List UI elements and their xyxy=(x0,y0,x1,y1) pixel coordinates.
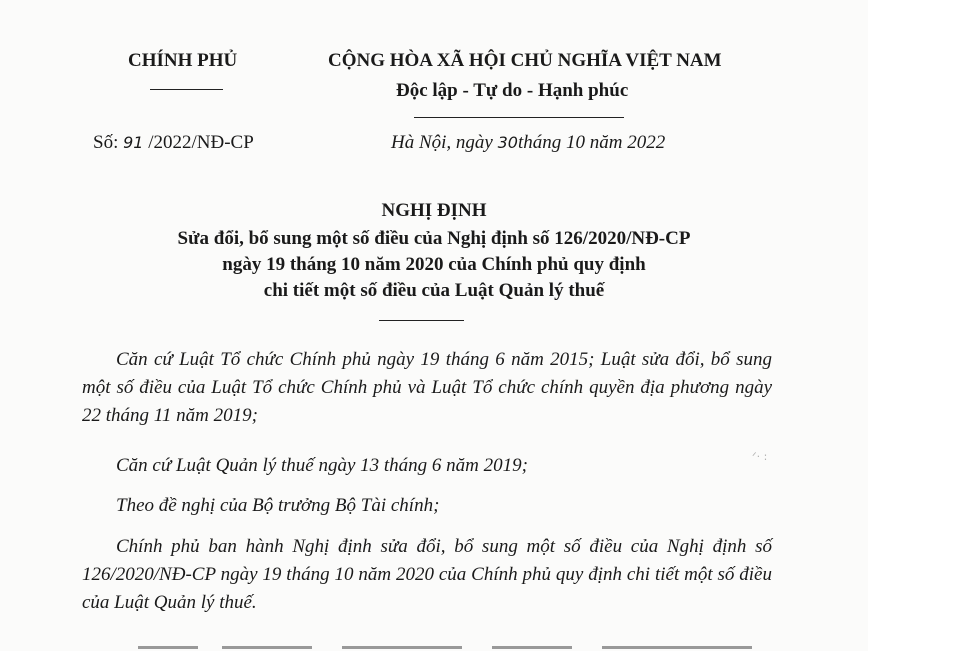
doc-number-handwritten: 91 xyxy=(123,133,144,152)
motto-underline xyxy=(414,117,624,118)
place-and-date xyxy=(391,132,665,154)
body-paragraph xyxy=(82,533,772,617)
cut-off-next-line xyxy=(82,640,772,651)
paragraph-text: Căn cứ Luật Quản lý thuế ngày 13 tháng 6 năm 2019; xyxy=(116,455,528,476)
national-motto: Độc lập - Tự do - Hạnh phúc xyxy=(396,80,629,101)
title-underline xyxy=(379,320,464,321)
place-date-day-handwritten: 30 xyxy=(497,133,518,152)
paragraph-text: Theo đề nghị của Bộ trưởng Bộ Tài chính; xyxy=(116,495,440,516)
place-date-prefix: Hà Nội, ngày xyxy=(391,132,498,153)
document-type-title: NGHỊ ĐỊNH xyxy=(381,200,487,221)
place-date-suffix: tháng 10 năm 2022 xyxy=(517,132,666,153)
subtitle-line: chi tiết một số điều của Luật Quản lý thuế xyxy=(263,280,605,301)
doc-number-suffix: /2022/NĐ-CP xyxy=(143,132,254,153)
national-title: CỘNG HÒA XÃ HỘI CHỦ NGHĨA VIỆT NAM xyxy=(328,50,722,71)
page-right-margin xyxy=(868,0,962,651)
subtitle-line: Sửa đổi, bổ sung một số điều của Nghị định số 126/2020/NĐ-CP xyxy=(177,228,691,249)
body-paragraph xyxy=(82,452,772,480)
body-paragraph xyxy=(82,492,772,520)
subtitle-line: ngày 19 tháng 10 năm 2020 của Chính phủ quy định xyxy=(222,254,646,275)
doc-number-prefix: Số: xyxy=(93,132,124,153)
issuer-underline xyxy=(150,89,223,90)
paragraph-text: Chính phủ ban hành Nghị định sửa đổi, bổ sung một số điều của Nghị định số 126/2020/NĐ-CP ngày 19 tháng 10 năm 2020 của Chính phủ quy định chi tiết một số điều của Luật Quản lý thuế. xyxy=(82,536,772,613)
scan-speck: ᐟ· : xyxy=(752,450,768,463)
issuer-name: CHÍNH PHỦ xyxy=(128,50,238,71)
body-paragraph xyxy=(82,346,772,430)
document-subtitle xyxy=(0,226,868,304)
document-number xyxy=(93,132,254,154)
paragraph-text: Căn cứ Luật Tổ chức Chính phủ ngày 19 tháng 6 năm 2015; Luật sửa đổi, bổ sung một số điều của Luật Tổ chức Chính phủ và Luật Tổ chức chính quyền địa phương ngày 22 tháng 11 năm 2019; xyxy=(82,349,772,426)
